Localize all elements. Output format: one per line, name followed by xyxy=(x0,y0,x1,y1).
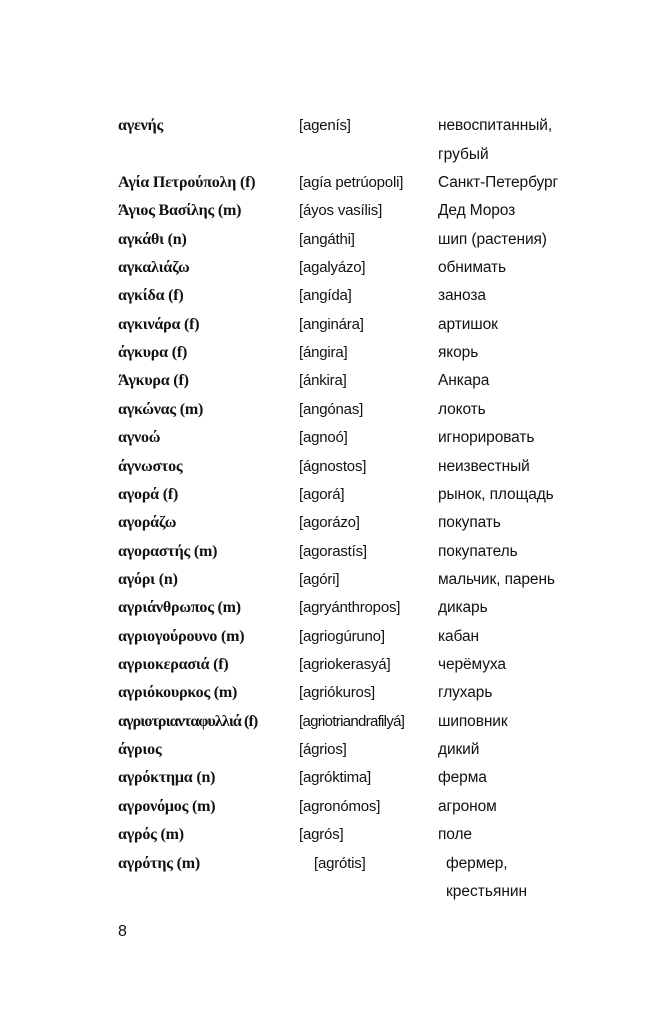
dictionary-entry xyxy=(0,230,661,258)
transliteration: [agorastís] xyxy=(299,543,367,560)
dictionary-entry xyxy=(0,598,661,626)
page-number: 8 xyxy=(118,923,127,940)
russian-translation: черёмуха xyxy=(438,656,506,673)
dictionary-entry xyxy=(0,740,661,768)
dictionary-entry xyxy=(0,343,661,371)
transliteration: [agóri] xyxy=(299,571,340,588)
transliteration: [agrótis] xyxy=(314,855,366,872)
dictionary-entry xyxy=(0,428,661,456)
greek-word: αγόρι (n) xyxy=(118,571,178,588)
greek-word: αγρονόμος (m) xyxy=(118,798,216,815)
russian-translation: неизвестный xyxy=(438,458,530,475)
transliteration: [ánkira] xyxy=(299,372,347,389)
russian-translation: шип (растения) xyxy=(438,231,547,248)
dictionary-entry xyxy=(0,400,661,428)
transliteration: [agronómos] xyxy=(299,798,381,815)
transliteration: [agorázo] xyxy=(299,514,360,531)
transliteration: [agrós] xyxy=(299,826,344,843)
transliteration: [angída] xyxy=(299,287,352,304)
transliteration: [agorá] xyxy=(299,486,345,503)
dictionary-entry xyxy=(0,315,661,343)
greek-word: αγκίδα (f) xyxy=(118,287,184,304)
russian-translation: шиповник xyxy=(438,713,508,730)
russian-translation: мальчик, парень xyxy=(438,571,555,588)
greek-word: αγριογούρουνο (m) xyxy=(118,628,245,645)
greek-word: αγρός (m) xyxy=(118,826,184,843)
russian-translation: глухарь xyxy=(438,684,493,701)
dictionary-entry xyxy=(0,683,661,711)
russian-translation: артишок xyxy=(438,316,498,333)
dictionary-entry xyxy=(0,457,661,485)
dictionary-entry xyxy=(0,655,661,683)
dictionary-entry xyxy=(0,712,661,740)
dictionary-entry xyxy=(0,825,661,853)
russian-translation: игнорировать xyxy=(438,429,535,446)
russian-translation: покупатель xyxy=(438,543,518,560)
greek-word: αγοραστής (m) xyxy=(118,543,218,560)
russian-translation: Дед Мороз xyxy=(438,202,516,219)
dictionary-entry xyxy=(0,797,661,825)
transliteration: [agryánthropos] xyxy=(299,599,401,616)
greek-word: αγκώνας (m) xyxy=(118,401,204,418)
dictionary-entry xyxy=(0,286,661,314)
greek-word: Άγκυρα (f) xyxy=(118,372,189,389)
transliteration: [agnoó] xyxy=(299,429,348,446)
greek-word: αγριάνθρωπος (m) xyxy=(118,599,241,616)
dictionary-entry xyxy=(0,173,661,201)
russian-translation: Санкт-Петербург xyxy=(438,174,559,191)
greek-word: άγνωστος xyxy=(118,458,183,475)
dictionary-entry xyxy=(0,485,661,513)
greek-word: αγριοκερασιά (f) xyxy=(118,656,229,673)
transliteration: [ágrios] xyxy=(299,741,347,758)
greek-word: αγνοώ xyxy=(118,429,161,446)
dictionary-entry xyxy=(0,513,661,541)
transliteration: [angáthi] xyxy=(299,231,355,248)
transliteration: [anginára] xyxy=(299,316,364,333)
dictionary-entry xyxy=(0,854,661,882)
greek-word: αγενής xyxy=(118,117,164,134)
russian-translation: локоть xyxy=(438,401,486,418)
transliteration: [áyos vasílis] xyxy=(299,202,383,219)
transliteration: [agróktima] xyxy=(299,769,371,786)
dictionary-entry xyxy=(0,542,661,570)
transliteration: [agriokerasyá] xyxy=(299,656,391,673)
dictionary-entry xyxy=(0,116,661,144)
russian-translation: ферма xyxy=(438,769,487,786)
greek-word: αγρότης (m) xyxy=(118,855,200,872)
transliteration: [agriókuros] xyxy=(299,684,375,701)
russian-translation-continuation: крестьянин xyxy=(446,883,528,900)
russian-translation: Анкара xyxy=(438,372,490,389)
dictionary-entry xyxy=(0,768,661,796)
greek-word: αγριοτριανταφυλλιά (f) xyxy=(118,713,258,730)
transliteration: [agía petrúopoli] xyxy=(299,174,404,191)
russian-translation: агроном xyxy=(438,798,497,815)
transliteration: [agriotriandrafilyá] xyxy=(299,713,405,730)
transliteration: [agriogúruno] xyxy=(299,628,385,645)
russian-translation: обнимать xyxy=(438,259,507,276)
russian-translation-continuation: грубый xyxy=(438,146,489,163)
russian-translation: кабан xyxy=(438,628,479,645)
greek-word: άγριος xyxy=(118,741,162,758)
russian-translation: рынок, площадь xyxy=(438,486,554,503)
greek-word: αγκάθι (n) xyxy=(118,231,187,248)
greek-word: αγκινάρα (f) xyxy=(118,316,200,333)
russian-translation: дикий xyxy=(438,741,480,758)
greek-word: αγκαλιάζω xyxy=(118,259,190,276)
greek-word: Αγία Πετρούπολη (f) xyxy=(118,174,256,191)
russian-translation: поле xyxy=(438,826,472,843)
russian-translation: покупать xyxy=(438,514,501,531)
russian-translation: невоспитанный, xyxy=(438,117,553,134)
greek-word: αγοράζω xyxy=(118,514,177,531)
dictionary-entry xyxy=(0,371,661,399)
transliteration: [angónas] xyxy=(299,401,364,418)
russian-translation: якорь xyxy=(438,344,479,361)
transliteration: [ágnostos] xyxy=(299,458,367,475)
dictionary-entry xyxy=(0,201,661,229)
greek-word: αγορά (f) xyxy=(118,486,179,503)
dictionary-entry xyxy=(0,570,661,598)
greek-word: Άγιος Βασίλης (m) xyxy=(118,202,242,219)
transliteration: [agenís] xyxy=(299,117,351,134)
russian-translation: дикарь xyxy=(438,599,488,616)
russian-translation: заноза xyxy=(438,287,486,304)
dictionary-entry xyxy=(0,258,661,286)
transliteration: [ángira] xyxy=(299,344,348,361)
transliteration: [agalyázo] xyxy=(299,259,366,276)
greek-word: αγρόκτημα (n) xyxy=(118,769,216,786)
greek-word: αγριόκουρκος (m) xyxy=(118,684,238,701)
russian-translation: фермер, xyxy=(446,855,508,872)
dictionary-entry xyxy=(0,627,661,655)
greek-word: άγκυρα (f) xyxy=(118,344,188,361)
